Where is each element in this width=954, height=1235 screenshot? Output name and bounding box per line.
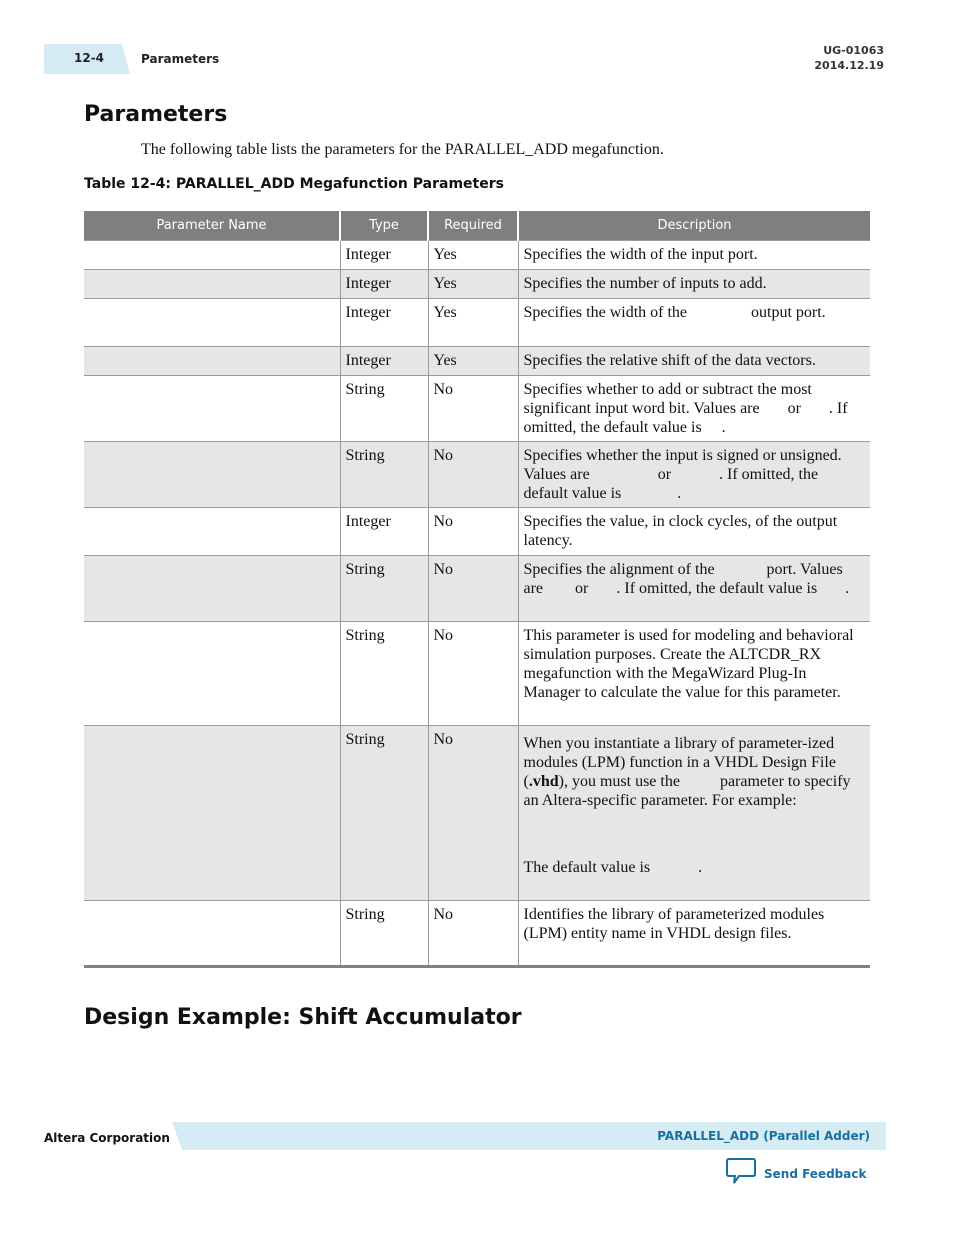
next-section-title: Design Example: Shift Accumulator (84, 1005, 522, 1030)
param-description: Identifies the library of parameterized modules (LPM) entity name in VHDL design files. (518, 900, 870, 966)
parameters-table (84, 211, 870, 968)
table-row (84, 555, 870, 621)
param-required: No (428, 621, 518, 725)
col-header-description: Description (518, 211, 870, 240)
param-required: Yes (428, 269, 518, 298)
param-type: Integer (340, 298, 428, 346)
table-row (84, 900, 870, 966)
param-type: Integer (340, 507, 428, 555)
col-header-required: Required (428, 211, 518, 240)
param-description: Specifies the alignment of the port. Values are or . If omitted, the default value is . (518, 555, 870, 621)
param-description: Specifies the relative shift of the data vectors. (518, 346, 870, 375)
param-description: Specifies the width of the input port. (518, 240, 870, 269)
param-required: Yes (428, 298, 518, 346)
table-row (84, 621, 870, 725)
param-default-text: The default value is . (523, 858, 703, 876)
param-type: String (340, 900, 428, 966)
footer-doc-title[interactable]: PARALLEL_ADD (Parallel Adder) (657, 1129, 870, 1143)
param-name (84, 346, 340, 375)
send-feedback-link[interactable] (726, 1157, 866, 1190)
param-required: No (428, 375, 518, 441)
param-name (84, 441, 340, 507)
param-name (84, 725, 340, 900)
param-type: String (340, 621, 428, 725)
param-type: String (340, 555, 428, 621)
param-name (84, 555, 340, 621)
param-name (84, 375, 340, 441)
param-type: Integer (340, 240, 428, 269)
param-name (84, 298, 340, 346)
table-header-row (84, 211, 870, 240)
param-type: Integer (340, 346, 428, 375)
param-description-text: ), you must use the parameter to specify an Altera-specific parameter. For example: (523, 772, 855, 809)
param-name (84, 269, 340, 298)
param-description-text: When you instantiate a library of parameter-ized modules (LPM) function in a VHDL Design File ( (523, 734, 840, 790)
param-name (84, 621, 340, 725)
table-row (84, 269, 870, 298)
section-title: Parameters (84, 102, 228, 127)
param-description: Specifies whether to add or subtract the most significant input word bit. Values are or . If omitted, the default value is . (518, 375, 870, 441)
param-description: This parameter is used for modeling and behavioral simulation purposes. Create the ALTCDR_RX megafunction with the MegaWizard Plug-In Manager to calculate the value for this parameter. (518, 621, 870, 725)
param-description: Specifies whether the input is signed or unsigned. Values are or . If omitted, the default value is . (518, 441, 870, 507)
param-type: String (340, 441, 428, 507)
speech-bubble-icon (726, 1157, 756, 1190)
param-required: No (428, 555, 518, 621)
param-required: Yes (428, 240, 518, 269)
param-description: Specifies the number of inputs to add. (518, 269, 870, 298)
param-required: No (428, 441, 518, 507)
company-name: Altera Corporation (44, 1131, 170, 1145)
table-caption: Table 12-4: PARALLEL_ADD Megafunction Parameters (84, 176, 504, 192)
param-name (84, 507, 340, 555)
param-name (84, 240, 340, 269)
table-row (84, 375, 870, 441)
doc-date: 2014.12.19 (814, 59, 884, 72)
table-row (84, 507, 870, 555)
table-row (84, 725, 870, 900)
param-required: No (428, 900, 518, 966)
param-description: Specifies the value, in clock cycles, of the output latency. (518, 507, 870, 555)
col-header-name: Parameter Name (84, 211, 340, 240)
col-header-type: Type (340, 211, 428, 240)
param-description: Specifies the width of the output port. (518, 298, 870, 346)
running-header: Parameters (141, 52, 220, 66)
doc-id: UG-01063 (823, 44, 884, 57)
param-type: Integer (340, 269, 428, 298)
param-required: No (428, 507, 518, 555)
param-type: String (340, 725, 428, 900)
table-row (84, 441, 870, 507)
file-extension: .vhd (528, 772, 559, 790)
table-row (84, 298, 870, 346)
send-feedback-label: Send Feedback (764, 1166, 867, 1181)
doc-info (814, 43, 884, 73)
intro-paragraph: The following table lists the parameters for the PARALLEL_ADD megafunction. (141, 141, 664, 158)
param-required: No (428, 725, 518, 900)
example-spacer (524, 810, 866, 858)
param-required: Yes (428, 346, 518, 375)
param-description (518, 725, 870, 900)
page-number: 12-4 (74, 51, 105, 65)
table-row (84, 240, 870, 269)
table-row (84, 346, 870, 375)
param-type: String (340, 375, 428, 441)
param-name (84, 900, 340, 966)
